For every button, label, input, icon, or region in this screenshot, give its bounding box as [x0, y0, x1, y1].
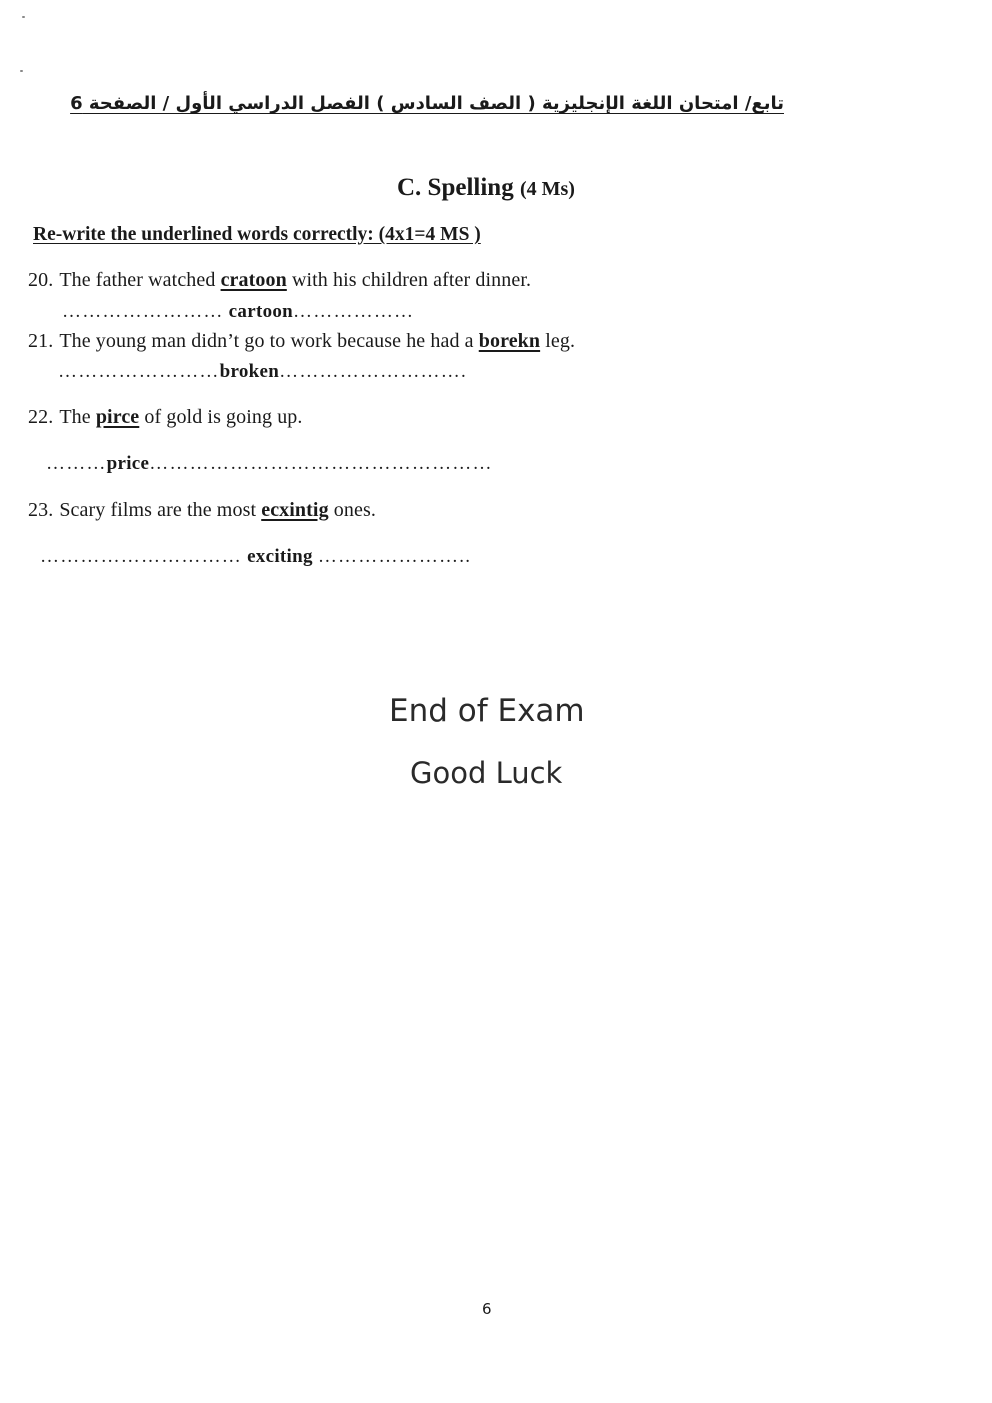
page-number: 6: [482, 1300, 492, 1318]
answer-word: exciting: [247, 546, 313, 567]
answer-word: broken: [219, 361, 280, 382]
answer-20: [62, 301, 414, 323]
question-number: 23.: [28, 499, 54, 521]
question-21: [28, 330, 575, 353]
answer-dots-after: …………………..: [317, 546, 472, 567]
question-text-before: The: [59, 406, 91, 428]
section-title-text: C. Spelling: [397, 174, 514, 201]
scan-speck: [20, 70, 23, 72]
good-luck-heading: Good Luck: [410, 756, 563, 790]
question-20: [28, 269, 531, 292]
misspelled-word: borekn: [478, 330, 541, 352]
question-text-after: of gold is going up.: [144, 406, 303, 428]
instruction: Re-write the underlined words correctly: (4x1=4 MS ): [33, 224, 481, 245]
scan-speck: [22, 16, 25, 18]
end-of-exam-heading: End of Exam: [389, 693, 585, 729]
section-marks: (4 Ms): [519, 178, 575, 200]
answer-dots-before: ……………………: [62, 301, 224, 322]
question-text-after: ones.: [333, 499, 376, 521]
answer-dots-before: ……………………: [58, 361, 220, 382]
misspelled-word: pirce: [95, 406, 140, 428]
misspelled-word: ecxintig: [261, 499, 329, 521]
question-number: 20.: [28, 269, 54, 291]
answer-dots-after: ……………………………………………: [149, 453, 493, 474]
question-text-before: The young man didn’t go to work because he had a: [59, 330, 474, 352]
question-text-before: Scary films are the most: [59, 499, 257, 521]
misspelled-word: cratoon: [220, 269, 287, 291]
question-number: 22.: [28, 406, 54, 428]
question-22: [28, 406, 303, 429]
answer-dots-after: ……………………….: [279, 361, 467, 382]
question-text-after: with his children after dinner.: [291, 269, 532, 291]
question-number: 21.: [28, 330, 54, 352]
answer-dots-before: …………………………: [40, 546, 242, 567]
answer-word: cartoon: [228, 301, 294, 322]
answer-dots-after: ………………: [293, 301, 415, 322]
arabic-page-header: تابع/ امتحان اللغة الإنجليزية ( الصف السادس ) الفصل الدراسي الأول / الصفحة 6: [70, 93, 784, 114]
question-text-before: The father watched: [59, 269, 216, 291]
answer-dots-before: ………: [46, 453, 107, 474]
question-text-after: leg.: [545, 330, 576, 352]
answer-22: [46, 453, 493, 475]
question-23: [28, 499, 376, 522]
section-title: [397, 174, 575, 202]
answer-word: price: [106, 453, 150, 474]
answer-21: [58, 361, 467, 383]
answer-23: [40, 546, 471, 568]
